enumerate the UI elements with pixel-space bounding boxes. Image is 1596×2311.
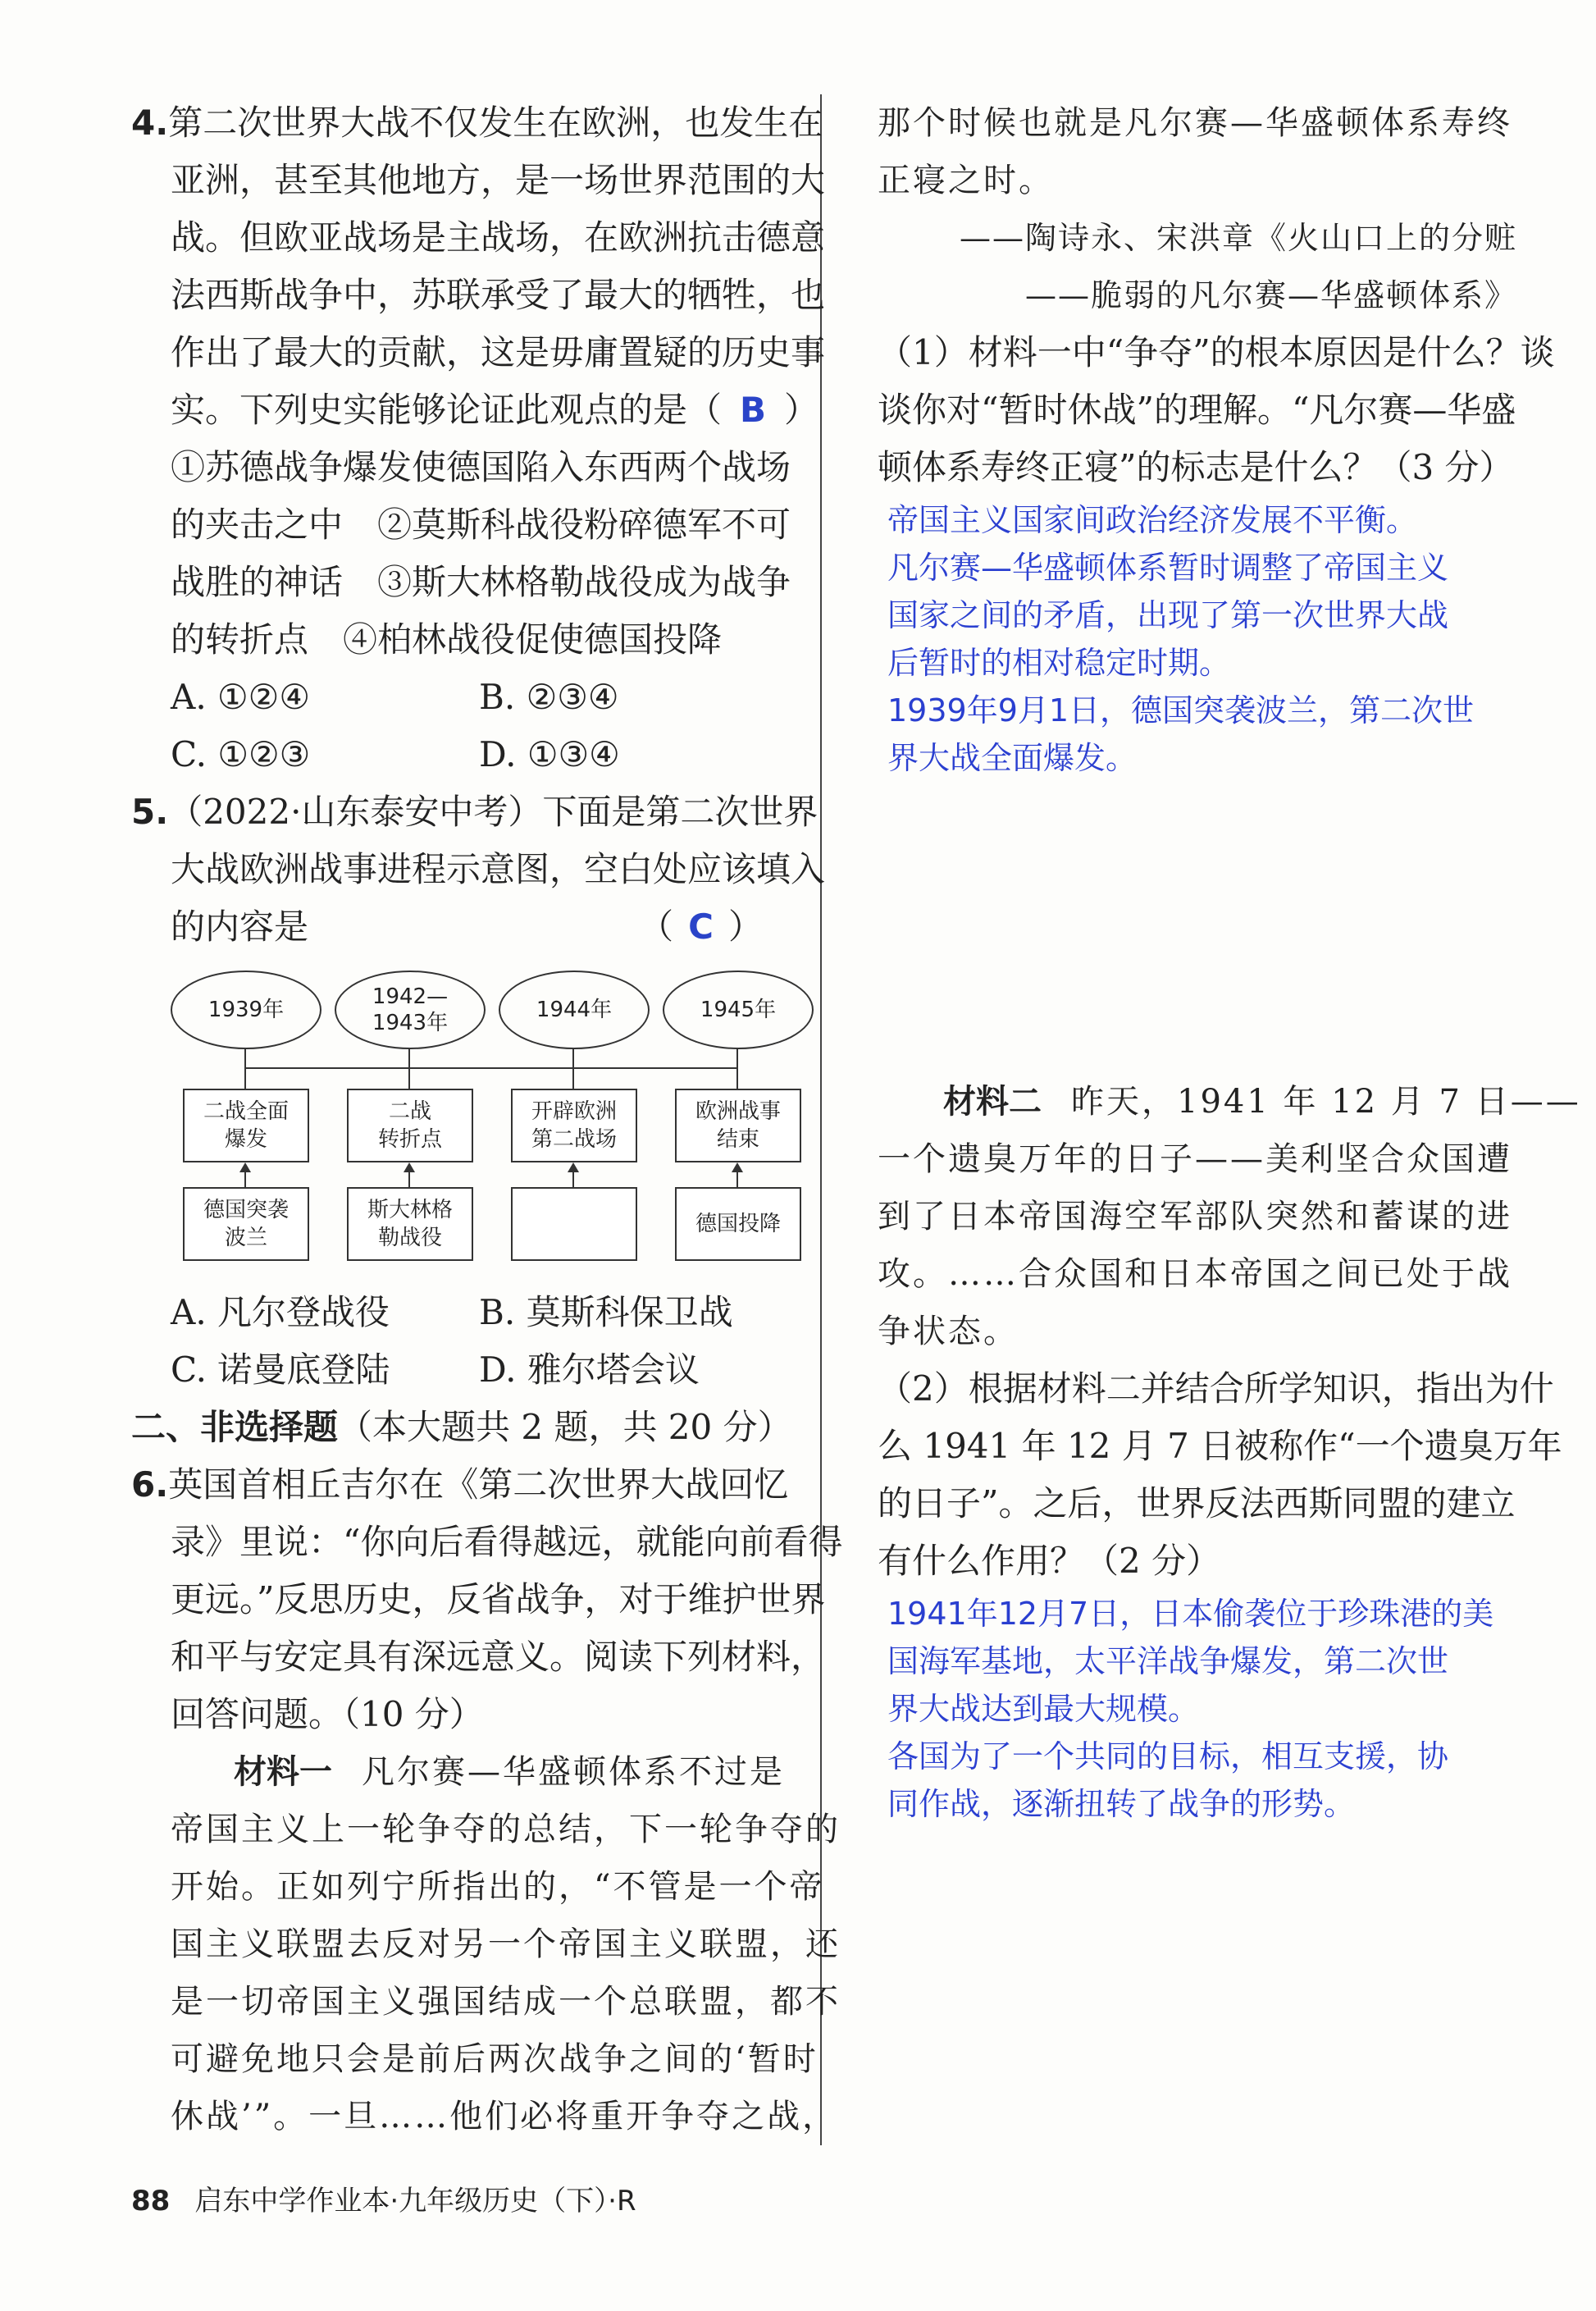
q5-answer: C — [688, 907, 714, 947]
q4-option-a: A. ①②④ — [171, 677, 310, 717]
year-oval-3 — [663, 971, 814, 1049]
q4-stem-end: 实。下列史实能够论证此观点的是（ — [171, 390, 723, 430]
connector — [572, 1172, 574, 1187]
year-label: 1939年 — [207, 998, 285, 1022]
arrow-up — [732, 1162, 743, 1172]
answer-2-block — [878, 1590, 1517, 1828]
q6-line-3: 和平与安定具有深远意义。阅读下列材料， — [171, 1637, 826, 1677]
stage-box-3 — [675, 1089, 801, 1162]
stage-label: 开辟欧洲 第二战场 — [531, 1099, 617, 1152]
stage-box-0 — [183, 1089, 309, 1162]
q6-number: 6. — [131, 1464, 169, 1505]
year-oval-0 — [171, 971, 321, 1049]
q4-options-row-1 — [131, 669, 787, 726]
blank-space — [878, 782, 1517, 1073]
material2-line-0 — [878, 1073, 1581, 1130]
connector — [244, 1048, 246, 1067]
war-process-diagram — [131, 971, 827, 1274]
event-label: 斯大林格 勒战役 — [367, 1198, 453, 1250]
q6-line-0 — [131, 1456, 787, 1514]
material1-line-1: 帝国主义上一轮争夺的总结，下一轮争夺的 — [171, 1811, 841, 1848]
event-box-3 — [675, 1187, 801, 1261]
q4-number: 4. — [131, 103, 169, 143]
event-label: 德国突袭 波兰 — [203, 1198, 289, 1250]
event-box-0 — [183, 1187, 309, 1261]
q6-sub1-line-0: （1）材料一中“争夺”的根本原因是什么？谈 — [878, 332, 1555, 372]
q4-options-row-2 — [131, 726, 787, 783]
section-2-note: （本大题共 2 题，共 20 分） — [338, 1407, 792, 1447]
q4-line-4: 作出了最大的贡献，这是毋庸置疑的历史事 — [171, 332, 826, 372]
connector — [736, 1172, 738, 1187]
q5-stem-end: 的内容是 — [171, 907, 309, 947]
q6-sub2-line-2: 的日子”。之后，世界反法西斯同盟的建立 — [878, 1483, 1516, 1523]
material1-cont-0: 那个时候也就是凡尔赛—华盛顿体系寿终 — [878, 104, 1512, 142]
answer-2-line-0: 1941年12月7日，日本偷袭位于珍珠港的美 — [887, 1596, 1494, 1632]
answer-1-line-0: 帝国主义国家间政治经济发展不平衡。 — [887, 502, 1418, 538]
q6-line-4: 回答问题。（10 分） — [171, 1694, 484, 1734]
q4-line-1: 亚洲，甚至其他地方，是一场世界范围的大 — [171, 160, 826, 200]
q5-answer-bracket: （ C ） — [639, 907, 763, 947]
event-box-1 — [347, 1187, 473, 1261]
left-column — [131, 94, 843, 2145]
stage-box-2 — [511, 1089, 637, 1162]
q5-option-a: A. 凡尔登战役 — [171, 1292, 390, 1332]
q5-number: 5. — [131, 792, 169, 832]
connector — [408, 1172, 410, 1187]
event-box-blank — [511, 1187, 637, 1261]
timeline-bar — [244, 1067, 738, 1069]
year-label: 1945年 — [700, 998, 777, 1022]
q4-item-0: ①苏德战争爆发使德国陷入东西两个战场 — [171, 447, 791, 487]
material1-line-4: 是一切帝国主义强国结成一个总联盟，都不 — [171, 1983, 841, 2021]
q4-line-2: 战。但欧亚战场是主战场，在欧洲抗击德意 — [171, 217, 826, 258]
answer-1-line-3: 后暂时的相对稳定时期。 — [887, 645, 1231, 681]
connector — [408, 1048, 410, 1067]
arrow-up — [239, 1162, 251, 1172]
connector — [408, 1067, 410, 1089]
answer-2-line-2: 界大战达到最大规模。 — [887, 1691, 1200, 1727]
material1-label: 材料一 — [234, 1753, 332, 1791]
answer-2-line-4: 同作战，逐渐扭转了战争的形势。 — [887, 1786, 1356, 1822]
q4-option-d: D. ①③④ — [479, 734, 620, 774]
material2-label: 材料二 — [943, 1083, 1042, 1121]
stage-box-1 — [347, 1089, 473, 1162]
q6-sub2-line-1: 么 1941 年 12 月 7 日被称作“一个遗臭万年 — [878, 1426, 1562, 1466]
material1-cont-1: 正寝之时。 — [878, 162, 1054, 199]
connector — [736, 1067, 738, 1089]
q4-stem-close: ） — [784, 390, 819, 430]
q4-answer: B — [740, 390, 767, 430]
stage-label: 二战 转折点 — [377, 1099, 442, 1152]
material2-line-3: 攻。……合众国和日本帝国之间已处于战 — [878, 1255, 1512, 1293]
answer-2-line-3: 各国为了一个共同的目标，相互支援，协 — [887, 1738, 1449, 1774]
q5-text: （2022·山东泰安中考）下面是第二次世界 — [168, 792, 819, 832]
page-number: 88 — [131, 2185, 171, 2217]
year-label: 1942— 1943年 — [372, 984, 449, 1035]
q6-sub1-line-1: 谈你对“暂时休战”的理解。“凡尔赛—华盛 — [878, 390, 1516, 430]
q6-sub1-line-2: 顿体系寿终正寝”的标志是什么？（3 分） — [878, 447, 1514, 487]
stage-label: 欧洲战事 结束 — [695, 1099, 781, 1152]
section-2-title: 二、非选择题 — [131, 1407, 339, 1447]
year-oval-1 — [335, 971, 486, 1049]
q6-sub2-line-0: （2）根据材料二并结合所学知识，指出为什 — [878, 1368, 1554, 1409]
q5-option-d: D. 雅尔塔会议 — [479, 1350, 700, 1390]
q6-text: 英国首相丘吉尔在《第二次世界大战回忆 — [168, 1464, 789, 1505]
answer-1-line-4: 1939年9月1日，德国突袭波兰，第二次世 — [887, 692, 1475, 728]
connector — [572, 1048, 574, 1067]
q4-item-3: 的转折点 ④柏林战役促使德国投降 — [171, 619, 723, 660]
q5-line-2 — [131, 898, 787, 956]
answer-1-line-2: 国家之间的矛盾，出现了第一次世界大战 — [887, 597, 1449, 633]
material1-line-6: 休战’”。一旦……他们必将重开争夺之战， — [171, 2098, 838, 2135]
material1-text: 凡尔赛—华盛顿体系不过是 — [362, 1753, 785, 1791]
q5-options-row-1 — [131, 1284, 787, 1341]
q5-line-1: 大战欧洲战事进程示意图，空白处应该填入 — [171, 849, 826, 889]
material2-line-4: 争状态。 — [878, 1313, 1019, 1350]
answer-1-line-1: 凡尔赛—华盛顿体系暂时调整了帝国主义 — [887, 550, 1449, 586]
arrow-up — [568, 1162, 579, 1172]
material1-line-2: 开始。正如列宁所指出的，“不管是一个帝 — [171, 1868, 825, 1906]
connector — [244, 1067, 246, 1089]
section-2-heading — [131, 1399, 792, 1456]
q4-line-0 — [131, 94, 823, 152]
q4-line-5 — [131, 381, 819, 439]
material1-source-1: ——陶诗永、宋洪章《火山口上的分赃 — [959, 220, 1517, 256]
stage-label: 二战全面 爆发 — [203, 1099, 289, 1152]
answer-2-line-1: 国海军基地，太平洋战争爆发，第二次世 — [887, 1643, 1449, 1679]
material2-line-1: 一个遗臭万年的日子——美利坚合众国遭 — [878, 1140, 1512, 1178]
material1-source-2: ——脆弱的凡尔赛—华盛顿体系》 — [1024, 277, 1517, 313]
q5-option-c: C. 诺曼底登陆 — [171, 1350, 390, 1390]
year-label: 1944年 — [536, 998, 613, 1022]
q4-item-2: 战胜的神话 ③斯大林格勒战役成为战争 — [171, 562, 791, 602]
material1-line-0 — [131, 1743, 787, 1801]
q6-line-2: 更远。”反思历史，反省战争，对于维护世界 — [171, 1579, 826, 1619]
q6-sub2-line-3: 有什么作用？（2 分） — [878, 1541, 1221, 1581]
q4-option-c: C. ①②③ — [171, 734, 311, 774]
q4-item-1: 的夹击之中 ②莫斯科战役粉碎德军不可 — [171, 505, 791, 545]
q4-option-b: B. ②③④ — [479, 677, 619, 717]
material2-line-2: 到了日本帝国海空军部队突然和蓄谋的进 — [878, 1198, 1512, 1235]
answer-1-line-5: 界大战全面爆发。 — [887, 740, 1138, 776]
q4-text: 第二次世界大战不仅发生在欧洲，也发生在 — [168, 103, 823, 143]
page-footer — [131, 2178, 636, 2218]
year-oval-2 — [499, 971, 650, 1049]
q5-line-0 — [131, 783, 819, 841]
q4-line-3: 法西斯战争中，苏联承受了最大的牺牲，也 — [171, 275, 826, 315]
event-label: 德国投降 — [695, 1212, 781, 1236]
answer-1-block — [878, 496, 1517, 782]
material1-line-5: 可避免地只会是前后两次战争之间的‘暂时 — [171, 2040, 819, 2078]
book-title: 启东中学作业本·九年级历史（下）·R — [194, 2185, 636, 2217]
material1-line-3: 国主义联盟去反对另一个帝国主义联盟，还 — [171, 1925, 841, 1963]
arrow-up — [404, 1162, 415, 1172]
q6-line-1: 录》里说：“你向后看得越远，就能向前看得 — [171, 1522, 843, 1562]
connector — [736, 1048, 738, 1067]
right-column — [878, 94, 1581, 1828]
connector — [244, 1172, 246, 1187]
connector — [572, 1067, 574, 1089]
q5-options-row-2 — [131, 1341, 787, 1399]
q5-option-b: B. 莫斯科保卫战 — [479, 1292, 733, 1332]
material2-text: 昨天，1941 年 12 月 7 日—— — [1071, 1083, 1581, 1121]
